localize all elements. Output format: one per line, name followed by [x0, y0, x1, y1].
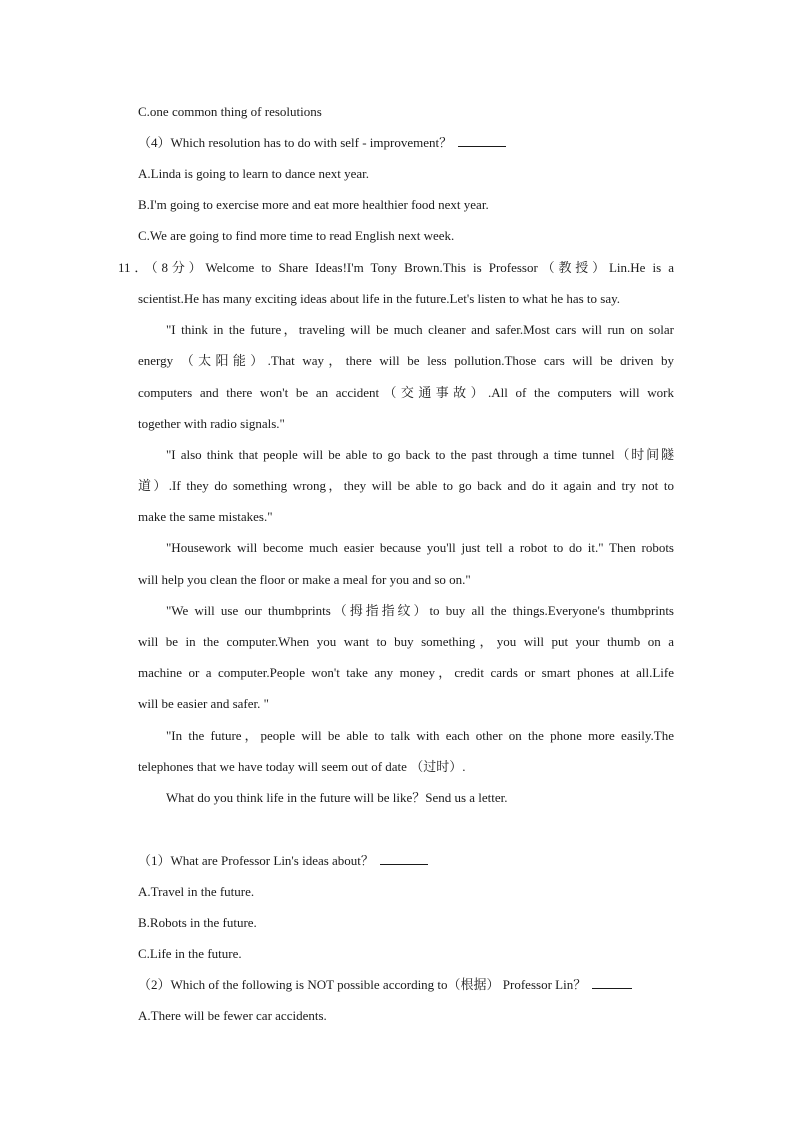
option-a: A.Linda is going to learn to dance next year. — [138, 166, 370, 181]
passage-line: scientist.He has many exciting ideas about life in the future.Let's listen to what he has to say. — [138, 291, 621, 306]
question-2-text: （2）Which of the following is NOT possible according to（根据） Professor Lin？ — [138, 977, 587, 992]
question-2 — [138, 976, 632, 994]
option-b: B.I'm going to exercise more and eat more healthier food next year. — [138, 197, 489, 212]
passage-line: "I think in the future，traveling will be much cleaner and safer.Most cars will run on solar — [166, 322, 674, 337]
option-b: B.Robots in the future. — [138, 915, 257, 930]
passage-line: will be in the computer.When you want to buy something，you will put your thumb on a — [138, 634, 674, 649]
answer-blank[interactable] — [458, 134, 506, 147]
question-4 — [138, 134, 506, 152]
passage-line: together with radio signals." — [138, 416, 285, 431]
passage-line: will be easier and safer. " — [138, 696, 269, 711]
passage-line: will help you clean the floor or make a meal for you and so on." — [138, 572, 471, 587]
option-a: A.Travel in the future. — [138, 884, 255, 899]
option-c-q4-prev: C.one common thing of resolutions — [138, 104, 322, 119]
answer-blank[interactable] — [592, 976, 632, 989]
passage-line: 道）.If they do something wrong，they will be able to go back and do it again and try not to — [138, 478, 674, 493]
question-4-text: （4）Which resolution has to do with self - improvement？ — [138, 135, 453, 150]
passage-line: "We will use our thumbprints（拇指指纹）to buy all the things.Everyone's thumbprints — [166, 603, 674, 618]
passage-line: machine or a computer.People won't take any money，credit cards or smart phones at all.Life — [138, 665, 674, 680]
passage-line: What do you think life in the future will be like？Send us a letter. — [166, 790, 508, 805]
passage-line: make the same mistakes." — [138, 509, 273, 524]
passage-line: "I also think that people will be able to go back to the past through a time tunnel（时间隧 — [166, 447, 674, 462]
option-a: A.There will be fewer car accidents. — [138, 1008, 327, 1023]
passage-line: telephones that we have today will seem out of date （过时）. — [138, 759, 466, 774]
question-1 — [138, 852, 428, 870]
question-11-intro: 11．（8分）Welcome to Share Ideas!I'm Tony Brown.This is Professor（教授）Lin.He is a — [118, 260, 674, 275]
passage-line: "In the future，people will be able to talk with each other on the phone more easily.The — [166, 728, 674, 743]
option-c: C.Life in the future. — [138, 946, 242, 961]
option-c: C.We are going to find more time to read English next week. — [138, 228, 455, 243]
answer-blank[interactable] — [380, 852, 428, 865]
passage-line: "Housework will become much easier because you'll just tell a robot to do it." Then robots — [166, 540, 674, 555]
passage-line: energy （太阳能）.That way，there will be less pollution.Those cars will be driven by — [138, 353, 674, 368]
question-1-text: （1）What are Professor Lin's ideas about？ — [138, 853, 374, 868]
passage-line: computers and there won't be an accident（交通事故）.All of the computers will work — [138, 385, 674, 400]
